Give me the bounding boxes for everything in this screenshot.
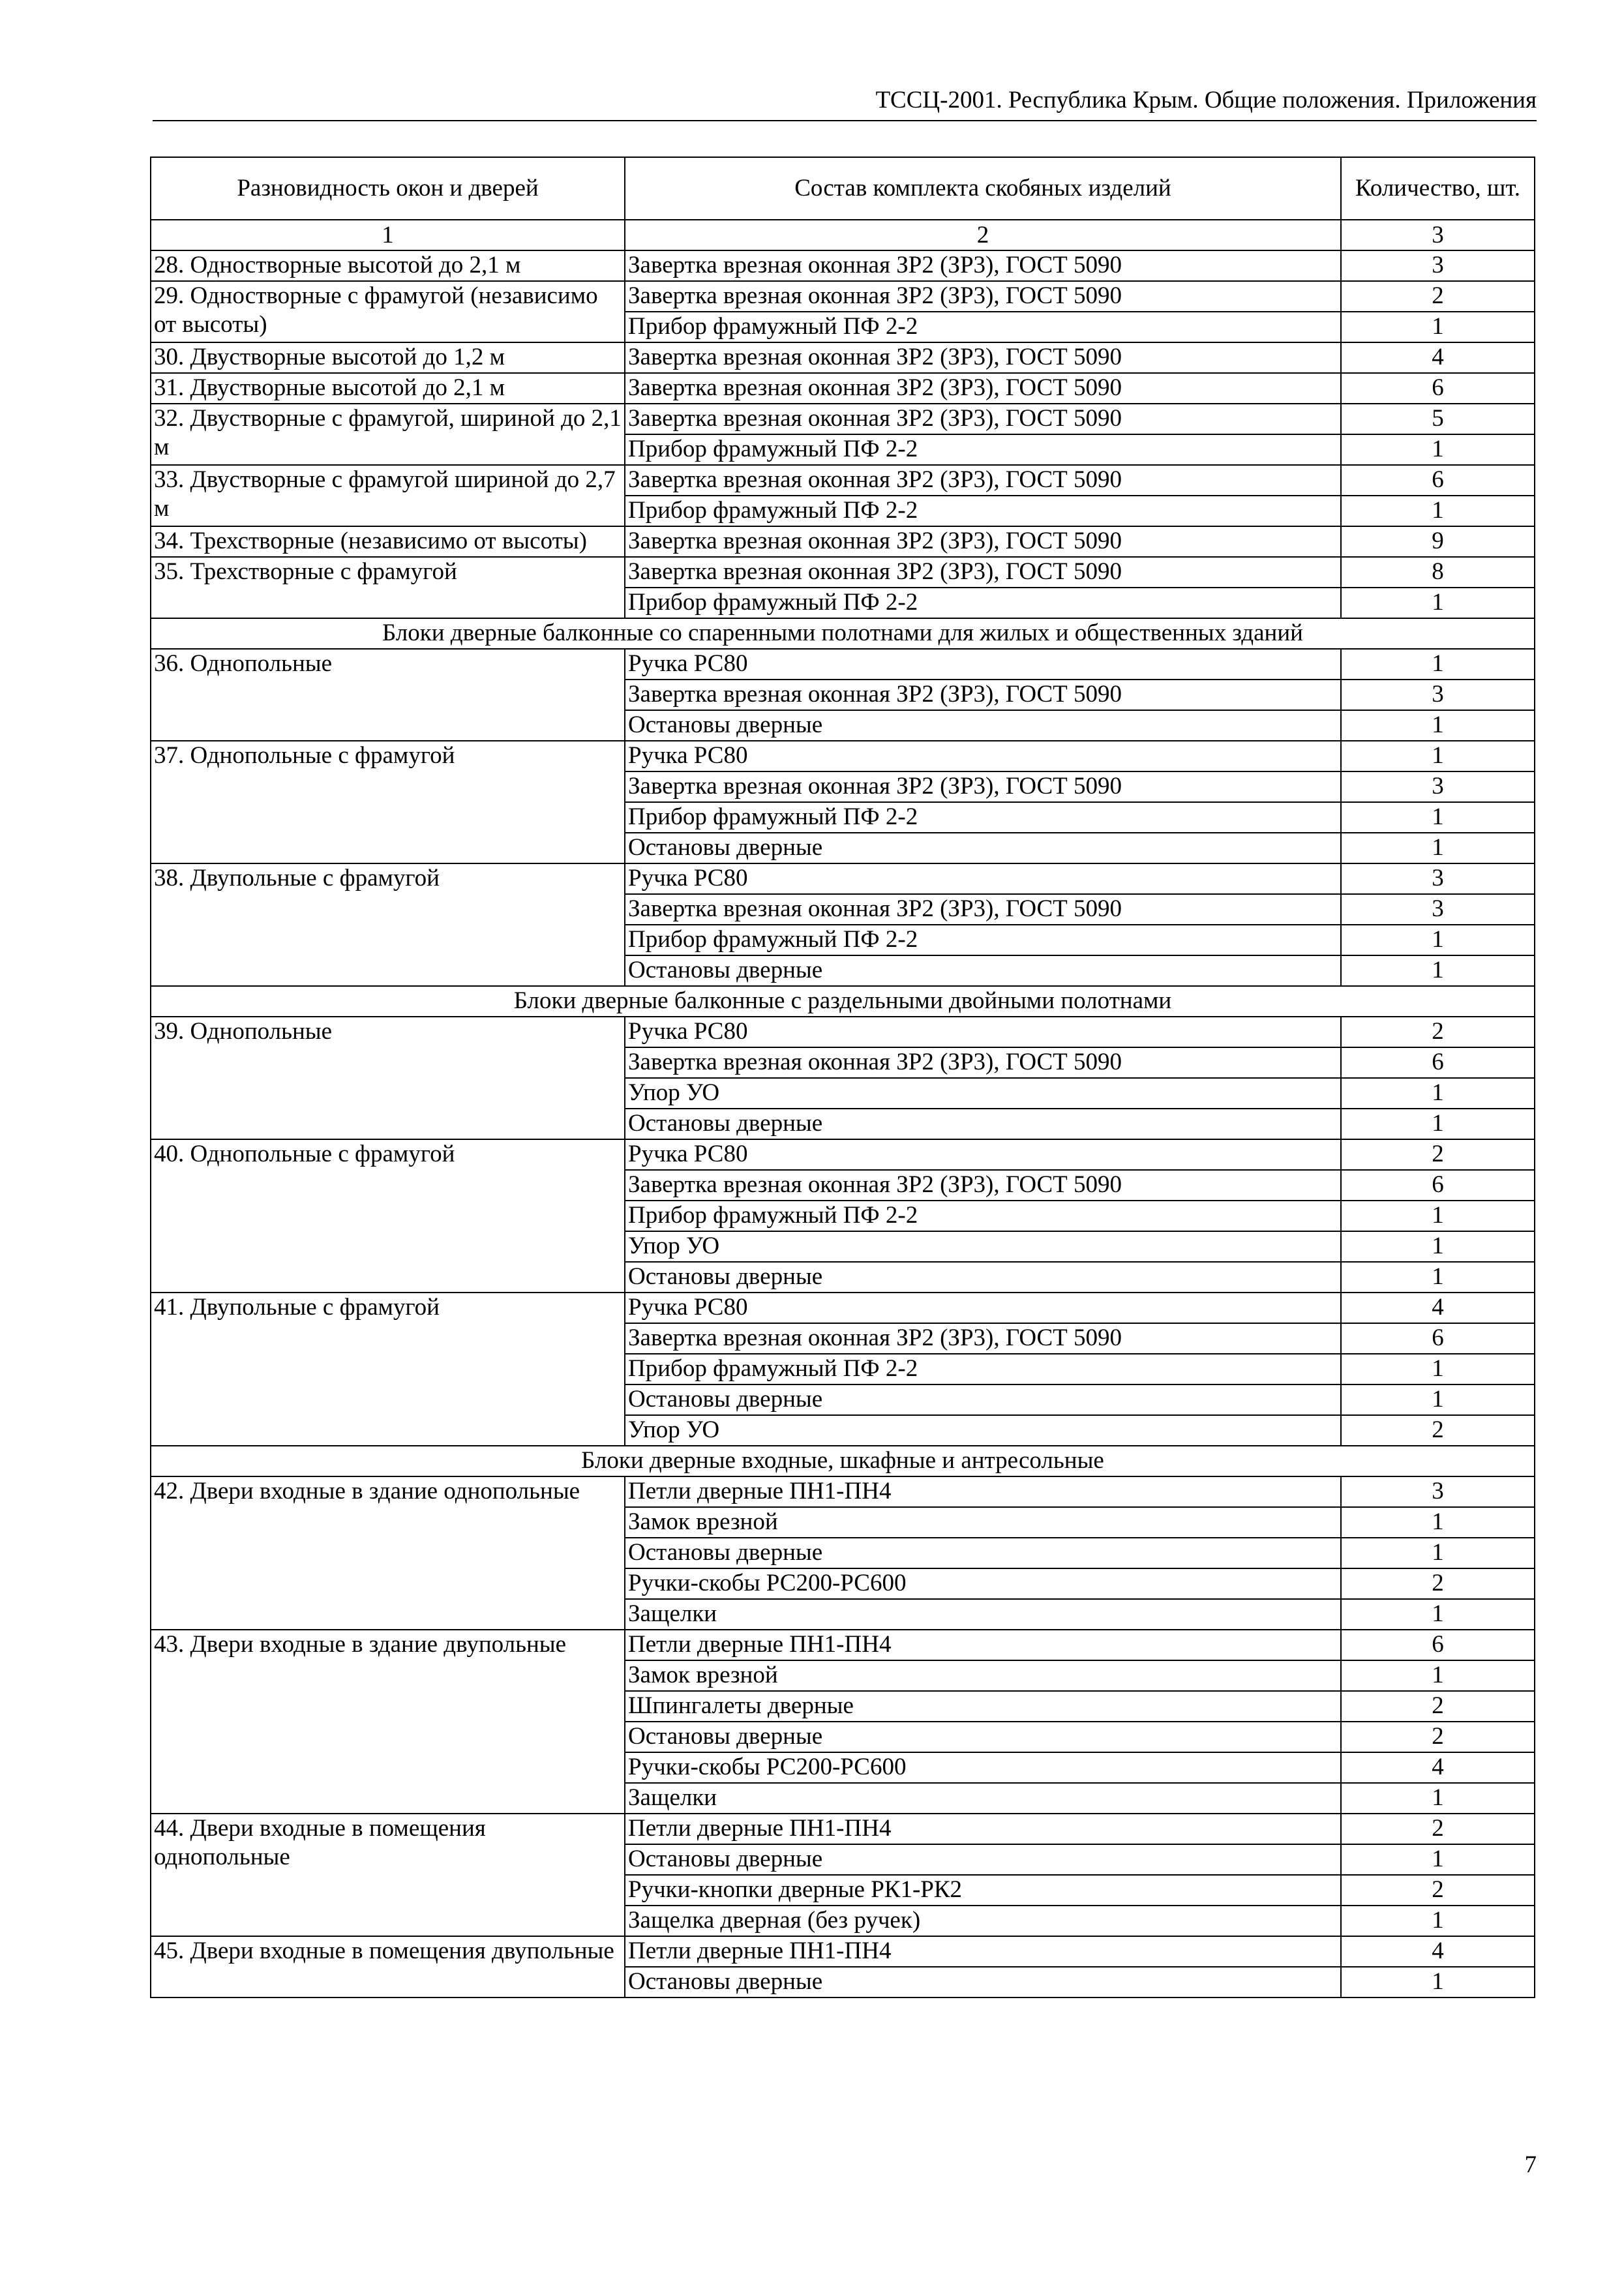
hardware-item: Прибор фрамужный ПФ 2-2: [625, 802, 1341, 833]
table-row: [151, 1630, 1535, 1660]
table-row: [151, 465, 1535, 496]
hardware-item: Защелка дверная (без ручек): [625, 1906, 1341, 1936]
hardware-item: Ручка РС80: [625, 649, 1341, 680]
window-door-type: 38. Двупольные с фрамугой: [151, 863, 625, 986]
window-door-type: 28. Одностворные высотой до 2,1 м: [151, 250, 625, 281]
window-door-type: 40. Однопольные с фрамугой: [151, 1139, 625, 1293]
hardware-item: Остановы дверные: [625, 1262, 1341, 1293]
quantity: 1: [1341, 1967, 1535, 1997]
section-row: [151, 618, 1535, 649]
quantity: 1: [1341, 741, 1535, 771]
hardware-item: Остановы дверные: [625, 1384, 1341, 1415]
hardware-item: Завертка врезная оконная ЗР2 (ЗР3), ГОСТ 5090: [625, 1323, 1341, 1354]
hardware-item: Завертка врезная оконная ЗР2 (ЗР3), ГОСТ 5090: [625, 680, 1341, 710]
page-header-title: ТССЦ-2001. Республика Крым. Общие положения. Приложения: [875, 87, 1537, 113]
section-title: Блоки дверные входные, шкафные и антресольные: [151, 1446, 1535, 1476]
hardware-item: Завертка врезная оконная ЗР2 (ЗР3), ГОСТ 5090: [625, 404, 1341, 434]
hardware-item: Остановы дверные: [625, 1538, 1341, 1568]
quantity: 8: [1341, 557, 1535, 588]
table-row: [151, 1293, 1535, 1323]
quantity: 1: [1341, 802, 1535, 833]
quantity: 1: [1341, 1538, 1535, 1568]
table-row: [151, 342, 1535, 373]
table-row: [151, 1476, 1535, 1507]
window-door-type: 42. Двери входные в здание однопольные: [151, 1476, 625, 1630]
quantity: 2: [1341, 1691, 1535, 1722]
hardware-item: Завертка врезная оконная ЗР2 (ЗР3), ГОСТ 5090: [625, 250, 1341, 281]
hardware-item: Замок врезной: [625, 1660, 1341, 1691]
window-door-type: 30. Двустворные высотой до 1,2 м: [151, 342, 625, 373]
quantity: 2: [1341, 1875, 1535, 1906]
table-body: [151, 250, 1535, 1997]
section-row: [151, 986, 1535, 1017]
hardware-item: Остановы дверные: [625, 710, 1341, 741]
hardware-item: Ручка РС80: [625, 863, 1341, 894]
window-door-type: 36. Однопольные: [151, 649, 625, 741]
window-door-type: 41. Двупольные с фрамугой: [151, 1293, 625, 1446]
quantity: 1: [1341, 710, 1535, 741]
window-door-type: 32. Двустворные с фрамугой, шириной до 2,1 м: [151, 404, 625, 465]
section-row: [151, 1446, 1535, 1476]
quantity: 1: [1341, 1599, 1535, 1630]
quantity: 3: [1341, 771, 1535, 802]
quantity: 2: [1341, 1568, 1535, 1599]
quantity: 1: [1341, 649, 1535, 680]
hardware-item: Прибор фрамужный ПФ 2-2: [625, 496, 1341, 526]
hardware-item: Ручка РС80: [625, 1139, 1341, 1170]
table-row: [151, 741, 1535, 771]
hardware-item: Петли дверные ПН1-ПН4: [625, 1630, 1341, 1660]
hardware-item: Ручки-скобы РС200-РС600: [625, 1568, 1341, 1599]
window-door-type: 43. Двери входные в здание двупольные: [151, 1630, 625, 1814]
table-row: [151, 557, 1535, 588]
hardware-item: Ручки-скобы РС200-РС600: [625, 1752, 1341, 1783]
window-door-type: 33. Двустворные с фрамугой шириной до 2,7 м: [151, 465, 625, 526]
hardware-item: Завертка врезная оконная ЗР2 (ЗР3), ГОСТ 5090: [625, 557, 1341, 588]
quantity: 6: [1341, 1047, 1535, 1078]
section-title: Блоки дверные балконные со спаренными полотнами для жилых и общественных зданий: [151, 618, 1535, 649]
quantity: 1: [1341, 1231, 1535, 1262]
column-header: Количество, шт.: [1341, 157, 1535, 220]
hardware-table: [150, 157, 1535, 1998]
quantity: 3: [1341, 1476, 1535, 1507]
hardware-item: Завертка врезная оконная ЗР2 (ЗР3), ГОСТ 5090: [625, 373, 1341, 404]
quantity: 3: [1341, 680, 1535, 710]
quantity: 1: [1341, 588, 1535, 618]
header-divider: [153, 120, 1537, 121]
quantity: 1: [1341, 833, 1535, 863]
quantity: 4: [1341, 1936, 1535, 1967]
quantity: 1: [1341, 312, 1535, 342]
hardware-item: Замок врезной: [625, 1507, 1341, 1538]
hardware-item: Завертка врезная оконная ЗР2 (ЗР3), ГОСТ 5090: [625, 281, 1341, 312]
hardware-item: Прибор фрамужный ПФ 2-2: [625, 1201, 1341, 1231]
window-door-type: 29. Одностворные с фрамугой (независимо от высоты): [151, 281, 625, 342]
column-number: 2: [625, 220, 1341, 250]
hardware-item: Завертка врезная оконная ЗР2 (ЗР3), ГОСТ 5090: [625, 465, 1341, 496]
column-number-row: [151, 220, 1535, 250]
window-door-type: 39. Однопольные: [151, 1017, 625, 1139]
hardware-item: Петли дверные ПН1-ПН4: [625, 1936, 1341, 1967]
quantity: 3: [1341, 863, 1535, 894]
hardware-item: Остановы дверные: [625, 1967, 1341, 1997]
table-row: [151, 526, 1535, 557]
column-number: 1: [151, 220, 625, 250]
quantity: 4: [1341, 1752, 1535, 1783]
hardware-item: Прибор фрамужный ПФ 2-2: [625, 588, 1341, 618]
hardware-item: Завертка врезная оконная ЗР2 (ЗР3), ГОСТ 5090: [625, 1047, 1341, 1078]
quantity: 1: [1341, 434, 1535, 465]
hardware-item: Завертка врезная оконная ЗР2 (ЗР3), ГОСТ 5090: [625, 1170, 1341, 1201]
window-door-type: 45. Двери входные в помещения двупольные: [151, 1936, 625, 1997]
quantity: 1: [1341, 1660, 1535, 1691]
hardware-item: Упор УО: [625, 1231, 1341, 1262]
quantity: 1: [1341, 1078, 1535, 1109]
window-door-type: 34. Трехстворные (независимо от высоты): [151, 526, 625, 557]
window-door-type: 35. Трехстворные с фрамугой: [151, 557, 625, 618]
column-header: Разновидность окон и дверей: [151, 157, 625, 220]
quantity: 1: [1341, 1507, 1535, 1538]
table-row: [151, 1814, 1535, 1844]
table-row: [151, 250, 1535, 281]
quantity: 1: [1341, 925, 1535, 955]
quantity: 1: [1341, 1262, 1535, 1293]
hardware-item: Остановы дверные: [625, 833, 1341, 863]
hardware-item: Ручка РС80: [625, 741, 1341, 771]
hardware-item: Защелки: [625, 1599, 1341, 1630]
hardware-item: Петли дверные ПН1-ПН4: [625, 1476, 1341, 1507]
quantity: 2: [1341, 1139, 1535, 1170]
quantity: 3: [1341, 894, 1535, 925]
hardware-item: Шпингалеты дверные: [625, 1691, 1341, 1722]
hardware-item: Завертка врезная оконная ЗР2 (ЗР3), ГОСТ 5090: [625, 342, 1341, 373]
hardware-item: Упор УО: [625, 1415, 1341, 1446]
quantity: 1: [1341, 955, 1535, 986]
hardware-item: Остановы дверные: [625, 955, 1341, 986]
hardware-item: Ручка РС80: [625, 1293, 1341, 1323]
quantity: 6: [1341, 465, 1535, 496]
table-row: [151, 373, 1535, 404]
hardware-item: Упор УО: [625, 1078, 1341, 1109]
hardware-item: Петли дверные ПН1-ПН4: [625, 1814, 1341, 1844]
quantity: 6: [1341, 373, 1535, 404]
hardware-item: Защелки: [625, 1783, 1341, 1814]
quantity: 4: [1341, 342, 1535, 373]
hardware-item: Прибор фрамужный ПФ 2-2: [625, 312, 1341, 342]
table-row: [151, 281, 1535, 312]
quantity: 1: [1341, 1201, 1535, 1231]
quantity: 6: [1341, 1323, 1535, 1354]
quantity: 2: [1341, 1415, 1535, 1446]
quantity: 6: [1341, 1630, 1535, 1660]
quantity: 1: [1341, 496, 1535, 526]
quantity: 1: [1341, 1109, 1535, 1139]
table-row: [151, 1936, 1535, 1967]
hardware-item: Прибор фрамужный ПФ 2-2: [625, 925, 1341, 955]
quantity: 5: [1341, 404, 1535, 434]
quantity: 1: [1341, 1783, 1535, 1814]
table-row: [151, 1017, 1535, 1047]
hardware-item: Завертка врезная оконная ЗР2 (ЗР3), ГОСТ 5090: [625, 894, 1341, 925]
hardware-item: Ручка РС80: [625, 1017, 1341, 1047]
hardware-item: Завертка врезная оконная ЗР2 (ЗР3), ГОСТ 5090: [625, 526, 1341, 557]
quantity: 1: [1341, 1906, 1535, 1936]
hardware-item: Остановы дверные: [625, 1844, 1341, 1875]
quantity: 4: [1341, 1293, 1535, 1323]
hardware-item: Прибор фрамужный ПФ 2-2: [625, 434, 1341, 465]
window-door-type: 37. Однопольные с фрамугой: [151, 741, 625, 863]
window-door-type: 31. Двустворные высотой до 2,1 м: [151, 373, 625, 404]
quantity: 9: [1341, 526, 1535, 557]
column-header: Состав комплекта скобяных изделий: [625, 157, 1341, 220]
hardware-item: Прибор фрамужный ПФ 2-2: [625, 1354, 1341, 1384]
quantity: 2: [1341, 281, 1535, 312]
table-row: [151, 404, 1535, 434]
hardware-item: Остановы дверные: [625, 1109, 1341, 1139]
table-row: [151, 1139, 1535, 1170]
table-row: [151, 863, 1535, 894]
quantity: 2: [1341, 1814, 1535, 1844]
quantity: 2: [1341, 1722, 1535, 1752]
hardware-item: Ручки-кнопки дверные РК1-РК2: [625, 1875, 1341, 1906]
window-door-type: 44. Двери входные в помещения однопольные: [151, 1814, 625, 1936]
section-title: Блоки дверные балконные с раздельными двойными полотнами: [151, 986, 1535, 1017]
quantity: 1: [1341, 1844, 1535, 1875]
quantity: 3: [1341, 250, 1535, 281]
hardware-item: Завертка врезная оконная ЗР2 (ЗР3), ГОСТ 5090: [625, 771, 1341, 802]
quantity: 6: [1341, 1170, 1535, 1201]
page-number: 7: [1524, 2151, 1537, 2178]
table-row: [151, 649, 1535, 680]
quantity: 1: [1341, 1384, 1535, 1415]
hardware-item: Остановы дверные: [625, 1722, 1341, 1752]
quantity: 1: [1341, 1354, 1535, 1384]
table-header-row: [151, 157, 1535, 220]
quantity: 2: [1341, 1017, 1535, 1047]
column-number: 3: [1341, 220, 1535, 250]
